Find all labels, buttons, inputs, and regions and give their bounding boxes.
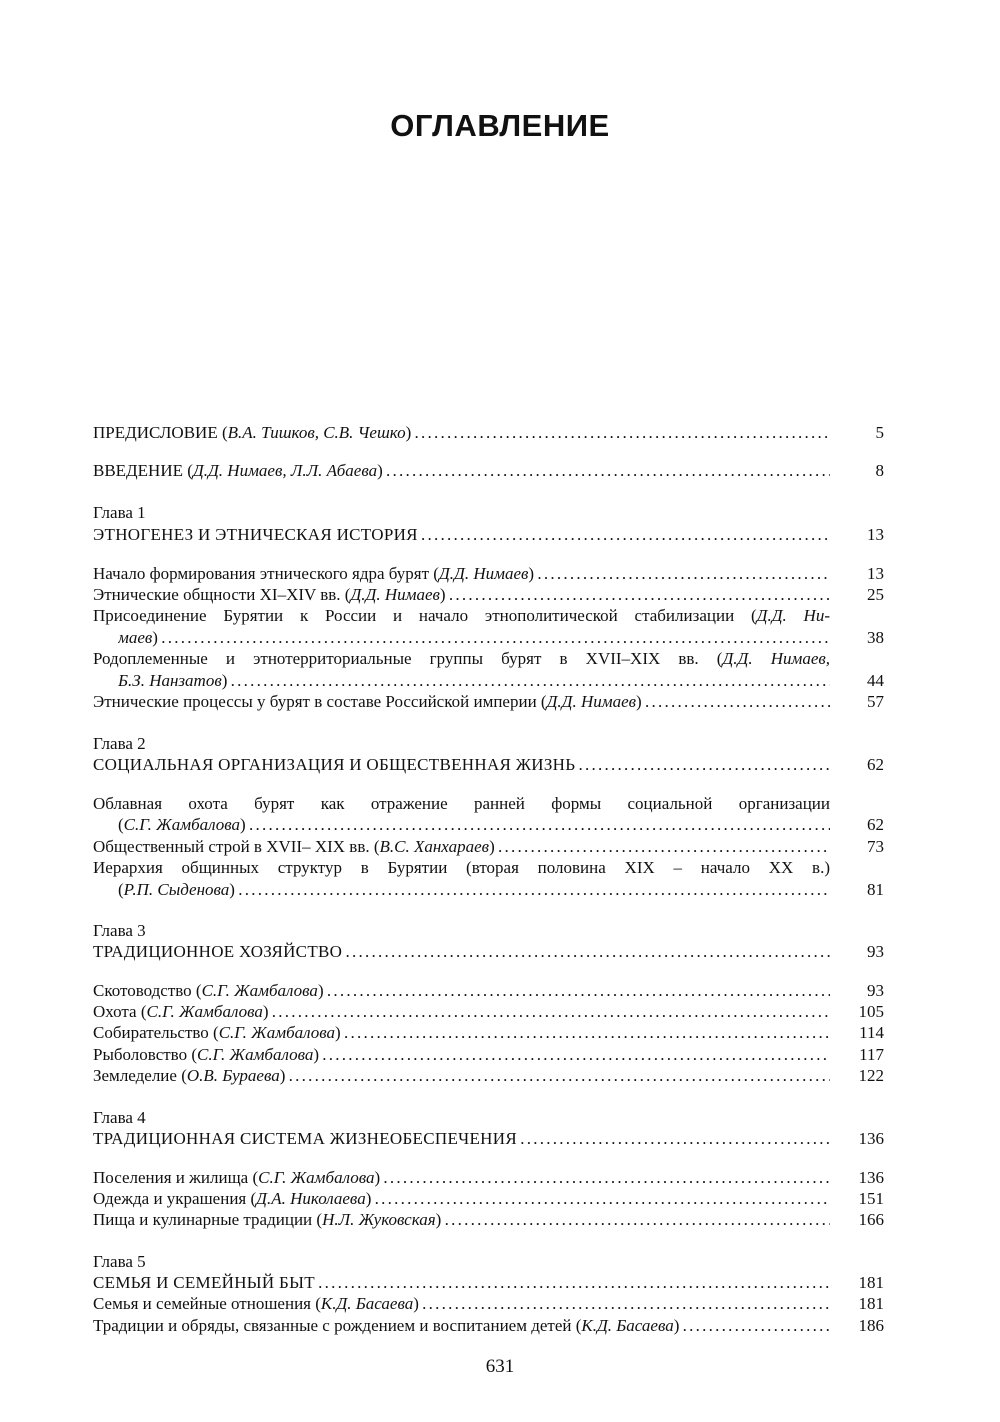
chapter-title[interactable]: СОЦИАЛЬНАЯ ОРГАНИЗАЦИЯ И ОБЩЕСТВЕННАЯ ЖИЗНЬ . . . xyxy=(93,754,830,776)
toc-section[interactable]: Этнические общности XI–XIV вв. (Д.Д. Нимаев) . . . xyxy=(93,584,830,606)
chapter-label: Глава 2 xyxy=(93,734,146,753)
page-number: 5 xyxy=(875,423,884,442)
page-number: 117 xyxy=(859,1045,884,1064)
page-number: 8 xyxy=(875,461,884,480)
page-number: 81 xyxy=(867,880,884,899)
page-number: 13 xyxy=(867,525,884,544)
page-number: 166 xyxy=(858,1210,884,1229)
toc-entry-preface[interactable]: ПРЕДИСЛОВИЕ (В.А. Тишков, С.В. Чешко) . . . xyxy=(93,422,830,444)
page-number: 122 xyxy=(858,1066,884,1085)
page-number: 62 xyxy=(867,815,884,834)
toc-section[interactable]: Одежда и украшения (Д.А. Николаева) . . . xyxy=(93,1188,830,1210)
page-number: 44 xyxy=(867,671,884,690)
toc-section[interactable]: Собирательство (С.Г. Жамбалова) . . . xyxy=(93,1022,830,1044)
toc-section[interactable]: Поселения и жилища (С.Г. Жамбалова) . . . xyxy=(93,1167,830,1189)
chapter-title[interactable]: ТРАДИЦИОННОЕ ХОЗЯЙСТВО . . . xyxy=(93,941,830,963)
toc-section[interactable]: Родоплеменные и этнотерриториальные группы бурят в XVII–XIX вв. (Д.Д. Нимаев, xyxy=(93,649,830,668)
page-number: 105 xyxy=(858,1002,884,1021)
toc-section[interactable]: Семья и семейные отношения (К.Д. Басаева) . . . xyxy=(93,1293,830,1315)
chapter-title[interactable]: СЕМЬЯ И СЕМЕЙНЫЙ БЫТ . . . xyxy=(93,1272,830,1294)
page-number: 73 xyxy=(867,837,884,856)
chapter-label: Глава 5 xyxy=(93,1252,146,1271)
page-number: 181 xyxy=(858,1294,884,1313)
folio-page-number: 631 xyxy=(485,1356,515,1377)
page-number: 93 xyxy=(867,942,884,961)
toc-section[interactable]: Земледелие (О.В. Бураева) . . . xyxy=(93,1065,830,1087)
toc-section[interactable]: Охота (С.Г. Жамбалова) . . . xyxy=(93,1001,830,1023)
toc-section[interactable]: Иерархия общинных структур в Бурятии (вторая половина XIX – начало XX в.) xyxy=(93,858,830,877)
toc-section[interactable]: Рыболовство (С.Г. Жамбалова) . . . xyxy=(93,1044,830,1066)
toc-section[interactable]: Облавная охота бурят как отражение ранней формы социальной организации xyxy=(93,794,830,813)
page-number: 136 xyxy=(858,1168,884,1187)
page-title: ОГЛАВЛЕНИЕ xyxy=(390,108,610,143)
page-number: 93 xyxy=(867,981,884,1000)
toc-section-continuation[interactable]: (Р.П. Сыденова) . . . xyxy=(118,879,830,901)
toc-section-continuation[interactable]: маев) . . . xyxy=(118,627,830,649)
chapter-label: Глава 3 xyxy=(93,921,146,940)
chapter-label: Глава 4 xyxy=(93,1108,146,1127)
toc-section[interactable]: Начало формирования этнического ядра бурят (Д.Д. Нимаев) . . . xyxy=(93,563,830,585)
toc-section[interactable]: Скотоводство (С.Г. Жамбалова) . . . xyxy=(93,980,830,1002)
toc-section[interactable]: Традиции и обряды, связанные с рождением и воспитанием детей (К.Д. Басаева) . . . xyxy=(93,1315,830,1337)
page-number: 38 xyxy=(867,628,884,647)
toc-entry-introduction[interactable]: ВВЕДЕНИЕ (Д.Д. Нимаев, Л.Л. Абаева) . . . xyxy=(93,460,830,482)
page-number: 186 xyxy=(858,1316,884,1335)
page-number: 25 xyxy=(867,585,884,604)
page-number: 62 xyxy=(867,755,884,774)
toc-section[interactable]: Пища и кулинарные традиции (Н.Л. Жуковская) . . . xyxy=(93,1209,830,1231)
page-number: 57 xyxy=(867,692,884,711)
page-number: 181 xyxy=(858,1273,884,1292)
chapter-title[interactable]: ЭТНОГЕНЕЗ И ЭТНИЧЕСКАЯ ИСТОРИЯ . . . xyxy=(93,524,830,546)
page-number: 13 xyxy=(867,564,884,583)
toc-section[interactable]: Общественный строй в XVII– XIX вв. (В.С. Ханхараев) . . . xyxy=(93,836,830,858)
toc-section[interactable]: Этнические процессы у бурят в составе Российской империи (Д.Д. Нимаев) . . . xyxy=(93,691,830,713)
chapter-label: Глава 1 xyxy=(93,503,146,522)
page-number: 136 xyxy=(858,1129,884,1148)
toc-section-continuation[interactable]: Б.З. Нанзатов) . . . xyxy=(118,670,830,692)
page-number: 151 xyxy=(858,1189,884,1208)
chapter-title[interactable]: ТРАДИЦИОННАЯ СИСТЕМА ЖИЗНЕОБЕСПЕЧЕНИЯ . . . xyxy=(93,1128,830,1150)
toc-section[interactable]: Присоединение Бурятии к России и начало этнополитической стабилизации (Д.Д. Ни- xyxy=(93,606,830,625)
toc-section-continuation[interactable]: (С.Г. Жамбалова) . . . xyxy=(118,814,830,836)
page-number: 114 xyxy=(859,1023,884,1042)
